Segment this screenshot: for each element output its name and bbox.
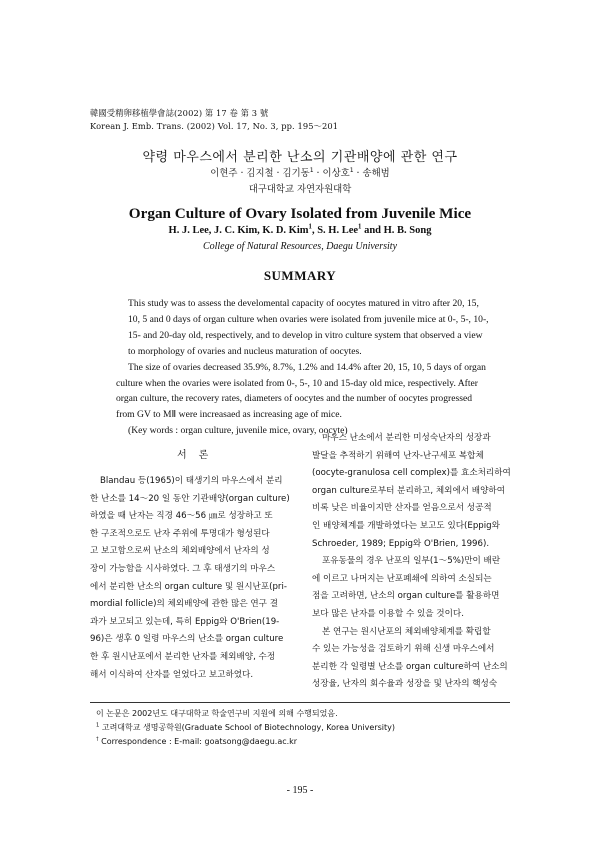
english-affiliation: College of Natural Resources, Daegu University: [202, 241, 398, 252]
left-column: [90, 473, 290, 684]
body-line: 고 보고함으로써 난소의 체외배양에서 난자의 성: [90, 546, 270, 557]
body-line: 인 배양체계를 개발하였다는 보고도 있다(Eppig와: [312, 520, 500, 531]
english-title: Organ Culture of Ovary Isolated from Juvenile Mice: [128, 205, 472, 222]
body-line: 발달을 추적하기 위해여 난자-난구세포 복합체: [312, 450, 484, 461]
body-line: 해서 이식하여 산자를 얻었다고 보고하였다.: [90, 669, 254, 680]
body-line: (oocyte-granulosa cell complex)를 효소처리하여: [312, 468, 511, 479]
body-line: 장이 가능함을 시사하였다. 그 후 태생기의 마우스: [90, 563, 276, 574]
abstract-line: 10, 5 and 0 days of organ culture when ovaries were isolated from juvenile mice at 0-, 5-, 10-,: [128, 313, 489, 325]
abstract-line: 15- and 20-day old, respectively, and to develop in vitro culture system that observed a view: [128, 329, 483, 341]
footnote-correspondence: † Correspondence : E-mail: goatsong@daegu.ac.kr: [96, 736, 298, 746]
body-line: 점을 고려하면, 난소의 organ culture를 활용하면: [312, 591, 500, 602]
abstract-line: culture when the ovaries were isolated from 0-, 5-, 10 and 15-day old mice, respectively. After: [116, 377, 478, 389]
abstract-paragraph-2: [116, 360, 500, 424]
body-line: 수 있는 가능성을 검토하기 위해 신생 마우스에서: [312, 644, 495, 655]
body-line: 과가 보고되고 있는데, 특히 Eppig와 O'Brien(19-: [90, 616, 280, 627]
body-line: 에서 분리한 난소의 organ culture 및 원시난포(pri-: [90, 581, 287, 592]
abstract-line: organ culture, the recovery rates, diameters of oocytes and the number of oocytes progressed: [116, 393, 472, 405]
abstract-line: This study was to assess the develomental capacity of oocytes matured in vitro after 20, 15,: [128, 298, 479, 309]
journal-header-korean: 韓國受精卵移植學會誌(2002) 第 17 卷 第 3 號: [90, 108, 269, 118]
body-line: organ culture로부터 분리하고, 체외에서 배양하여: [312, 485, 505, 496]
keywords: (Key words : organ culture, juvenile mice, ovary, oocyte): [128, 425, 348, 437]
body-line: 분리한 각 일령별 난소를 organ culture하여 난소의: [312, 661, 508, 672]
abstract: [116, 296, 500, 439]
body-line: 성장율, 난자의 회수율과 성장을 및 난자의 핵성숙: [312, 679, 498, 690]
right-column: [312, 430, 511, 694]
body-line: mordial follicle)의 체외배양에 관한 많은 연구 결: [90, 599, 279, 610]
korean-authors: 이현주 · 김지철 · 김기동$^1$ · 이상호$^1$ · 송해범: [210, 166, 390, 179]
korean-title: 약령 마우스에서 분리한 난소의 기관배양에 관한 연구: [142, 150, 458, 165]
abstract-paragraph-1: [116, 296, 500, 360]
footnotes: [96, 707, 395, 749]
footnote-affiliation: $^1$ 고려대학교 생명공학원(Graduate School of Biotechnology, Korea University): [96, 722, 396, 732]
footnote-rule: [90, 702, 510, 703]
footnote-funding: 이 논문은 2002년도 대구대학교 학술연구비 지원에 의해 수행되었음.: [96, 709, 338, 718]
korean-affiliation: 대구대학교 자연자원대학: [248, 184, 352, 195]
body-line: Schroeder, 1989; Eppig와 O'Brien, 1996).: [312, 538, 490, 549]
body-line: 포유동물의 경우 난포의 일부(1～5%)만이 배란: [322, 556, 501, 567]
english-authors: H. J. Lee, J. C. Kim, K. D. Kim$^1$, S. H. Lee$^1$ and H. B. Song: [168, 223, 432, 236]
body-line: 96)은 생후 0 일령 마우스의 난소를 organ culture: [90, 634, 284, 645]
body-line: 보다 많은 난자를 이용할 수 있을 것이다.: [312, 608, 464, 619]
body-line: 본 연구는 원시난포의 체외배양체계를 확립할: [322, 626, 491, 637]
body-line: 하였을 때 난자는 직경 46～56 ㎛로 성장하고 또: [90, 511, 273, 522]
abstract-line: from GV to MⅡ were increasaed as increasing age of mice.: [116, 409, 342, 421]
section-heading-introduction: 서론: [177, 450, 221, 461]
body-line: 에 이르고 나머지는 난포폐쇄에 의하여 소실되는: [312, 573, 492, 584]
summary-heading: SUMMARY: [263, 268, 337, 283]
body-line: 비록 낮은 비율이지만 산자를 얻음으로서 성공적: [312, 503, 492, 514]
journal-header-english: Korean J. Emb. Trans. (2002) Vol. 17, No. 3, pp. 195～201: [90, 121, 339, 131]
body-line: 한 구조적으로도 난자 주위에 투명대가 형성된다: [90, 528, 270, 539]
page-number: - 195 -: [286, 785, 314, 796]
body-line: Blandau 등(1965)이 태생기의 마우스에서 분리: [100, 476, 283, 486]
body-line: 마우스 난소에서 분리한 미성숙난자의 성장과: [322, 433, 491, 443]
abstract-line: to morphology of ovaries and nucleus maturation of oocytes.: [128, 345, 362, 357]
body-line: 한 후 원시난포에서 분리한 난자를 체외배양, 수정: [90, 651, 276, 662]
abstract-line: The size of ovaries decreased 35.9%, 8.7%, 1.2% and 14.4% after 20, 15, 10, 5 days of organ: [128, 361, 486, 373]
body-line: 한 난소를 14～20 일 동안 기관배양(organ culture): [90, 493, 290, 504]
